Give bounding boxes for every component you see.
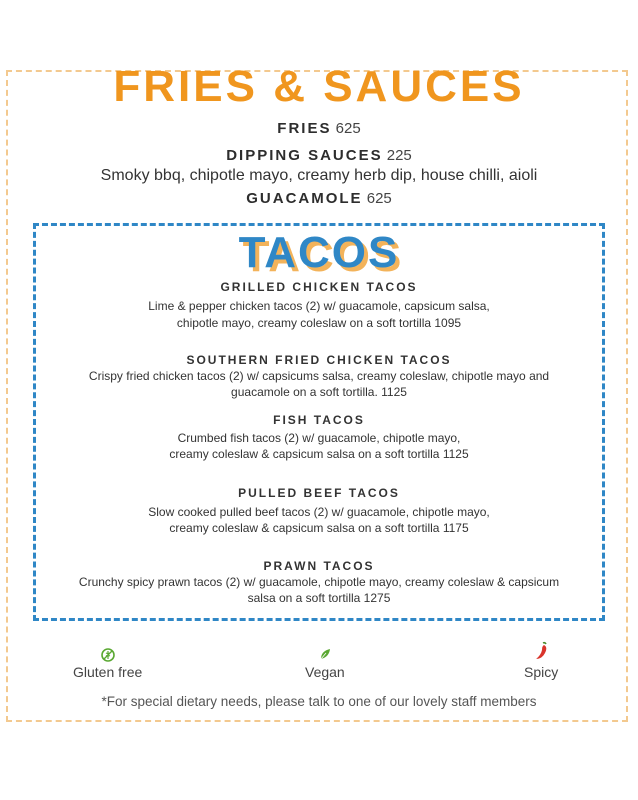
chilli-pepper-icon: [533, 641, 551, 661]
taco-item-desc: creamy coleslaw & capsicum salsa on a soft tortilla 1175: [169, 521, 469, 535]
taco-item-name: GRILLED CHICKEN TACOS: [220, 280, 418, 294]
taco-item-desc: chipotle mayo, creamy coleslaw on a soft tortilla 1095: [176, 316, 462, 330]
dipping-sauces-name: DIPPING SAUCES: [226, 147, 383, 164]
fries-sauces-title: FRIES & SAUCES: [113, 62, 525, 111]
dietary-footnote: *For special dietary needs, please talk to one of our lovely staff members: [101, 694, 537, 709]
tacos-title: TACOS: [238, 228, 400, 277]
taco-item-name: PULLED BEEF TACOS: [238, 486, 400, 500]
vegan-leaf-icon: [318, 647, 332, 661]
guacamole-price: 625: [366, 190, 392, 207]
vegan-label: Vegan: [305, 664, 345, 680]
spicy-label: Spicy: [524, 664, 559, 680]
taco-item-desc: Crunchy spicy prawn tacos (2) w/ guacamole, chipotle mayo, creamy coleslaw & capsicum: [78, 575, 560, 589]
guacamole-name: GUACAMOLE: [246, 190, 363, 207]
dipping-sauces-item: [0, 147, 638, 164]
taco-item-desc: guacamole on a soft tortilla. 1125: [231, 385, 407, 399]
taco-item-desc: Slow cooked pulled beef tacos (2) w/ guacamole, chipotle mayo,: [148, 505, 490, 519]
taco-item-desc: salsa on a soft tortilla 1275: [247, 591, 391, 605]
fries-price: 625: [335, 120, 361, 137]
dipping-sauces-description: Smoky bbq, chipotle mayo, creamy herb dip, house chilli, aioli: [100, 167, 538, 184]
taco-item-desc: creamy coleslaw & capsicum salsa on a soft tortilla 1125: [169, 447, 469, 461]
gluten-free-icon: [101, 648, 115, 662]
taco-item-desc: Lime & pepper chicken tacos (2) w/ guacamole, capsicum salsa,: [148, 299, 490, 313]
taco-item-name: SOUTHERN FRIED CHICKEN TACOS: [186, 353, 452, 367]
taco-item-name: PRAWN TACOS: [263, 559, 375, 573]
taco-item-desc: Crispy fried chicken tacos (2) w/ capsicums salsa, creamy coleslaw, chipotle mayo and: [88, 369, 550, 383]
taco-item-name: FISH TACOS: [273, 413, 365, 427]
fries-item: [0, 120, 638, 137]
taco-item-desc: Crumbed fish tacos (2) w/ guacamole, chipotle mayo,: [177, 431, 461, 445]
guacamole-item: [0, 190, 638, 207]
gluten-free-label: Gluten free: [73, 664, 143, 680]
fries-name: FRIES: [277, 120, 332, 137]
dipping-sauces-price: 225: [386, 147, 412, 164]
